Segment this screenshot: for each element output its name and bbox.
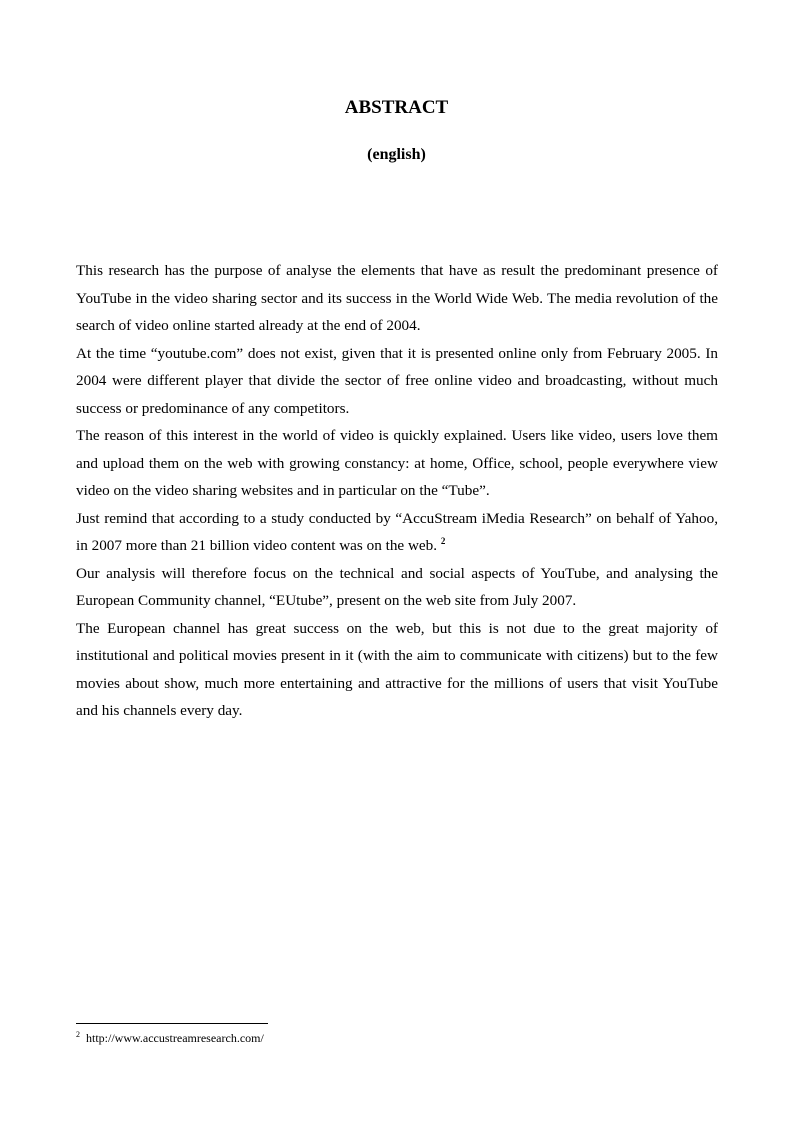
abstract-body [76, 257, 718, 725]
footnote-reference: 2 [440, 536, 446, 546]
footnote-url: http://www.accustreamresearch.com/ [86, 1031, 264, 1045]
footnote-number: 2 [76, 1030, 80, 1039]
footnote [76, 1030, 264, 1046]
paragraph-4 [76, 505, 718, 560]
footnote-divider [76, 1023, 268, 1024]
paragraph-1: This research has the purpose of analyse the elements that have as result the predominant presence of YouTube in the video sharing sector and its success in the World Wide Web. The media revolution of the search of video online started already at the end of 2004. [76, 262, 718, 334]
paragraph-2: At the time “youtube.com” does not exist, given that it is presented online only from February 2005. In 2004 were different player that divide the sector of free online video and broadcasting, without much success or predominance of any competitors. [76, 344, 718, 417]
page-title: ABSTRACT [344, 97, 449, 118]
page-subtitle: (english) [367, 146, 426, 163]
paragraph-5: Our analysis will therefore focus on the technical and social aspects of YouTube, and analysing the European Community channel, “EUtube”, present on the web site from July 2007. [76, 564, 718, 609]
paragraph-4-text: Just remind that according to a study conducted by “AccuStream iMedia Research” on behalf of Yahoo, in 2007 more than 21 billion video content was on the web. [76, 509, 718, 554]
paragraph-6: The European channel has great success on the web, but this is not due to the great majority of institutional and political movies present in it (with the aim to communicate with citizens) but to the few movies about show, much more entertaining and attractive for the millions of users that visit YouTube and his channels every day. [76, 619, 718, 719]
paragraph-3: The reason of this interest in the world of video is quickly explained. Users like video, users love them and upload them on the web with growing constancy: at home, Office, school, people everywhere view video on the video sharing websites and in particular on the “Tube”. [76, 427, 718, 499]
